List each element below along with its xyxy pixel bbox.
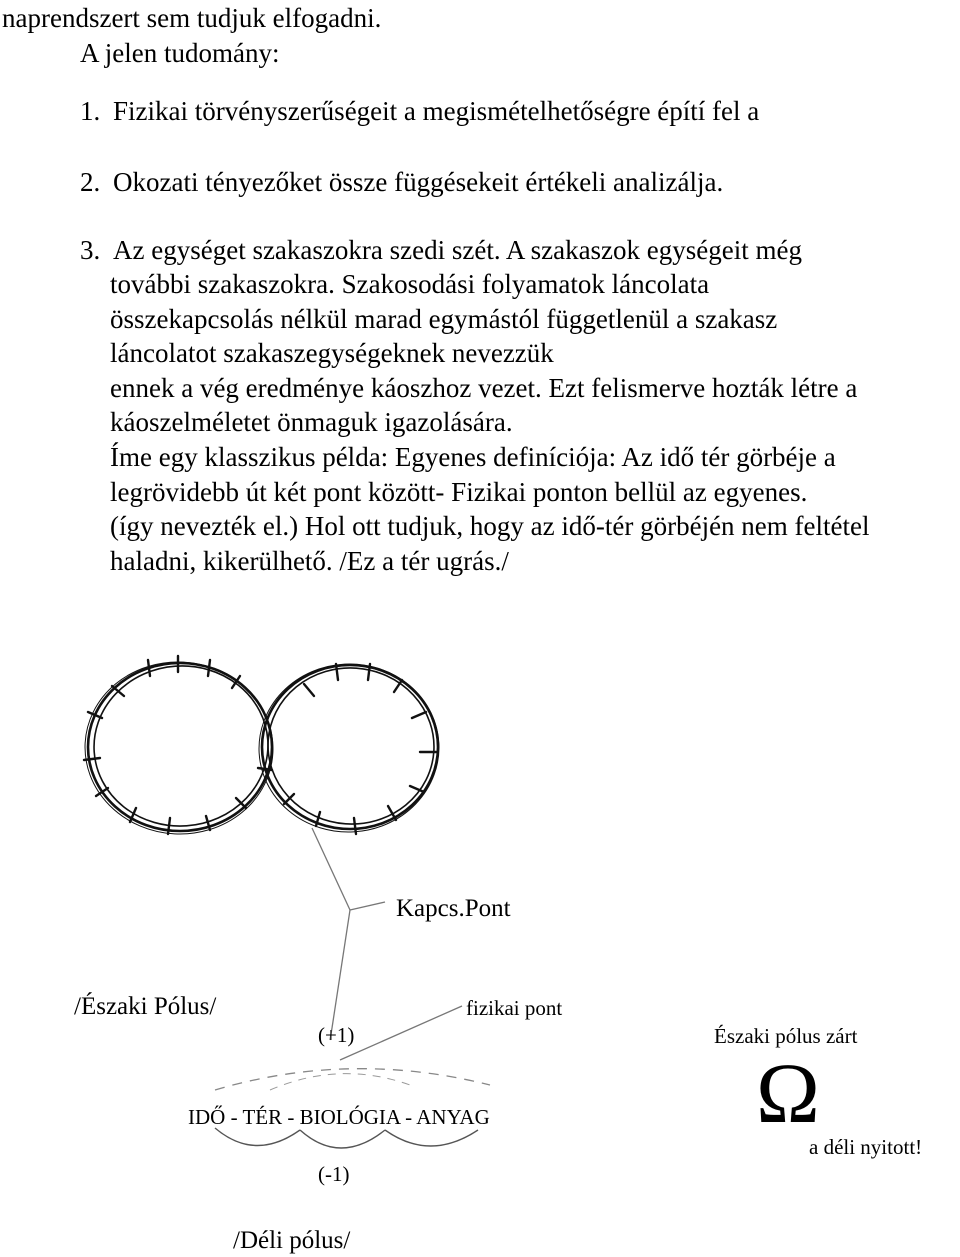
upper-dashed-arc-inner	[270, 1074, 410, 1090]
physical-point-label: fizikai pont	[466, 996, 563, 1020]
right-loop-stroke	[255, 659, 444, 836]
list-item-number: 3.	[80, 235, 101, 265]
list-item-number: 2.	[80, 167, 101, 197]
loop-tick-marks	[84, 656, 436, 834]
intro-line: naprendszert sem tudjuk elfogadni.	[2, 3, 382, 33]
paragraph-line: haladni, kikerülhető. /Ez a tér ugrás./	[110, 546, 509, 576]
upper-dashed-arc	[215, 1069, 490, 1090]
paragraph-line: (így nevezték el.) Hol ott tudjuk, hogy az idő-tér görbéjén nem feltétel	[110, 511, 870, 541]
list-item-text: Okozati tényezőket össze függésekeit értékeli analizálja.	[113, 167, 724, 197]
science-heading: A jelen tudomány:	[80, 38, 280, 68]
north-pole-label: /Északi Pólus/	[74, 993, 217, 1020]
south-pole-label: /Déli pólus/	[233, 1227, 351, 1254]
list-item-text: Az egységet szakaszokra szedi szét. A szakaszok egységeit még	[113, 235, 802, 265]
paragraph-line: láncolatot szakaszegységeknek nevezzük	[110, 338, 554, 368]
paragraph-line: további szakaszokra. Szakosodási folyamatok láncolata	[110, 269, 710, 299]
paragraph-line: ennek a vég eredménye káoszhoz vezet. Ezt felismerve hozták létre a	[110, 373, 858, 403]
paragraph-line: összekapcsolás nélkül marad egymástól függetlenül a szakasz	[110, 304, 778, 334]
left-loop-stroke	[81, 657, 278, 839]
paragraph-line: Íme egy klasszikus példa: Egyenes definíciója: Az idő tér görbéje a	[110, 442, 836, 472]
north-closed-label: Északi pólus zárt	[714, 1024, 858, 1048]
plus-one-label: (+1)	[318, 1023, 355, 1047]
omega-symbol: Ω	[756, 1045, 820, 1141]
minus-one-label: (-1)	[318, 1162, 350, 1186]
paragraph-line: káoszelméletet önmaguk igazolására.	[110, 407, 513, 437]
list-item-number: 1.	[80, 96, 101, 126]
south-open-label: a déli nyitott!	[809, 1135, 923, 1159]
lower-arcs	[215, 1128, 478, 1148]
list-item-text: Fizikai törvényszerűségeit a megismételhetőségre építí fel a	[113, 96, 760, 126]
connection-point-label: Kapcs.Pont	[396, 895, 511, 922]
paragraph-line: legrövidebb út két pont között- Fizikai ponton bellül az egyenes.	[110, 477, 808, 507]
chain-label: IDŐ - TÉR - BIOLÓGIA - ANYAG	[188, 1105, 490, 1129]
right-loop	[262, 665, 438, 829]
